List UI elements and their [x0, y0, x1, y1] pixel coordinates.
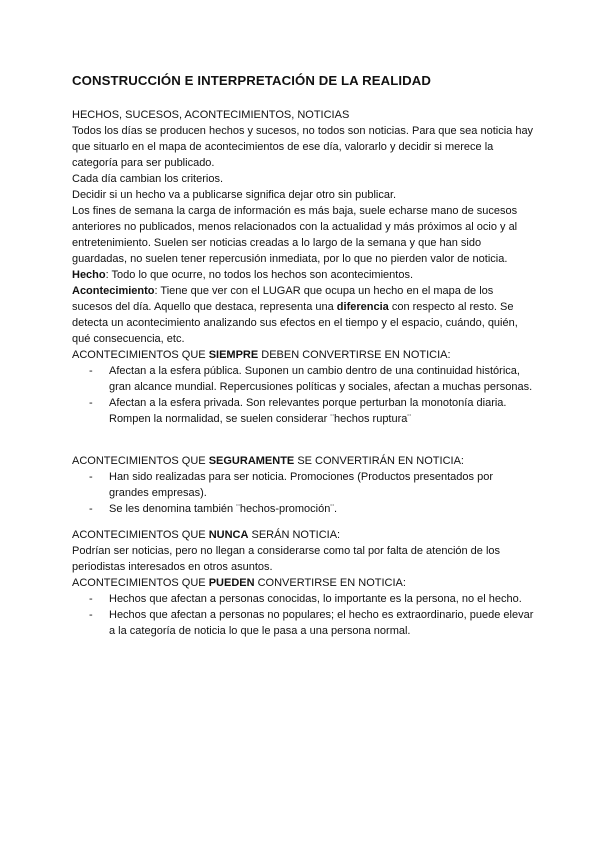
- nunca-text: Podrían ser noticias, pero no llegan a considerarse como tal por falta de atención de los periodistas interesados en otros asuntos.: [72, 545, 501, 573]
- list-item: - Afectan a la esfera privada. Son relevantes porque perturban la monotonía diaria. Rompen la normalidad, se suelen considerar ¨hechos ruptura¨: [72, 395, 534, 427]
- siempre-heading-bold: SIEMPRE: [208, 349, 259, 361]
- seguramente-section: [72, 453, 534, 517]
- document-title: CONSTRUCCIÓN E INTERPRETACIÓN DE LA REALIDAD: [72, 73, 431, 88]
- seguramente-heading: [72, 453, 534, 469]
- intro-section: [72, 107, 534, 347]
- pueden-heading-post: CONVERTIRSE EN NOTICIA:: [254, 577, 406, 589]
- nunca-heading: [72, 527, 534, 543]
- nunca-section: [72, 527, 534, 639]
- siempre-heading: [72, 347, 534, 363]
- seguramente-list: [72, 469, 534, 517]
- intro-heading: HECHOS, SUCESOS, ACONTECIMIENTOS, NOTICIAS: [72, 109, 350, 121]
- intro-paragraph-4: Los fines de semana la carga de información es más baja, suele echarse mano de sucesos anteriores no publicados, menos relacionados con la actualidad y más próximos al ocio y al entretenimiento. Suelen ser noticias creadas a lo largo de la semana y que han sido guardadas, no suelen tener repercusión inmediata, por lo que no pierden valor de noticia.: [72, 205, 518, 265]
- siempre-heading-post: DEBEN CONVERTIRSE EN NOTICIA:: [258, 349, 451, 361]
- nunca-heading-post: SERÁN NOTICIA:: [248, 529, 341, 541]
- siempre-list: [72, 363, 534, 427]
- hecho-text: : Todo lo que ocurre, no todos los hechos son acontecimientos.: [105, 269, 414, 281]
- pueden-heading-pre: ACONTECIMIENTOS QUE: [72, 577, 209, 589]
- intro-paragraph-3: Decidir si un hecho va a publicarse significa dejar otro sin publicar.: [72, 189, 397, 201]
- nunca-heading-bold: NUNCA: [208, 529, 249, 541]
- list-item: - Hechos que afectan a personas no populares; el hecho es extraordinario, puede elevar a la categoría de noticia lo que le pasa a una persona normal.: [72, 607, 534, 639]
- acontecimiento-text-b: con respecto al resto. Se detecta un acontecimiento analizando sus efectos en el tiempo y el espacio, cuándo, quién, qué consecuencia, etc.: [72, 301, 518, 345]
- acontecimiento-term: Acontecimiento: [72, 285, 155, 297]
- pueden-heading: [72, 575, 534, 591]
- acontecimiento-text-a: : Tiene que ver con el LUGAR que ocupa un hecho en el mapa de los sucesos del día. Aquello que destaca, representa una: [72, 285, 494, 313]
- pueden-list: [72, 591, 534, 639]
- list-item: - Han sido realizadas para ser noticia. Promociones (Productos presentados por grandes empresas).: [72, 469, 534, 501]
- acontecimiento-definition: [72, 283, 534, 347]
- seguramente-heading-pre: ACONTECIMIENTOS QUE: [72, 455, 209, 467]
- list-item: - Hechos que afectan a personas conocidas, lo importante es la persona, no el hecho.: [72, 591, 534, 607]
- siempre-section: [72, 347, 534, 427]
- hecho-term: Hecho: [72, 269, 106, 281]
- nunca-heading-pre: ACONTECIMIENTOS QUE: [72, 529, 209, 541]
- intro-paragraph-2: Cada día cambian los criterios.: [72, 173, 224, 185]
- siempre-heading-pre: ACONTECIMIENTOS QUE: [72, 349, 209, 361]
- list-item: - Afectan a la esfera pública. Suponen un cambio dentro de una continuidad histórica, gran alcance mundial. Repercusiones políticas y sociales, afectan a muchas personas.: [72, 363, 534, 395]
- hecho-definition: [72, 267, 534, 283]
- pueden-heading-bold: PUEDEN: [208, 577, 255, 589]
- seguramente-heading-post: SE CONVERTIRÁN EN NOTICIA:: [294, 455, 464, 467]
- seguramente-heading-bold: SEGURAMENTE: [208, 455, 295, 467]
- list-item: - Se les denomina también ¨hechos-promoción¨.: [72, 501, 534, 517]
- diferencia-word: diferencia: [336, 301, 389, 313]
- intro-paragraph-1: Todos los días se producen hechos y sucesos, no todos son noticias. Para que sea noticia hay que situarlo en el mapa de acontecimientos de ese día, valorarlo y decidir si merece la categoría para ser publicado.: [72, 125, 534, 169]
